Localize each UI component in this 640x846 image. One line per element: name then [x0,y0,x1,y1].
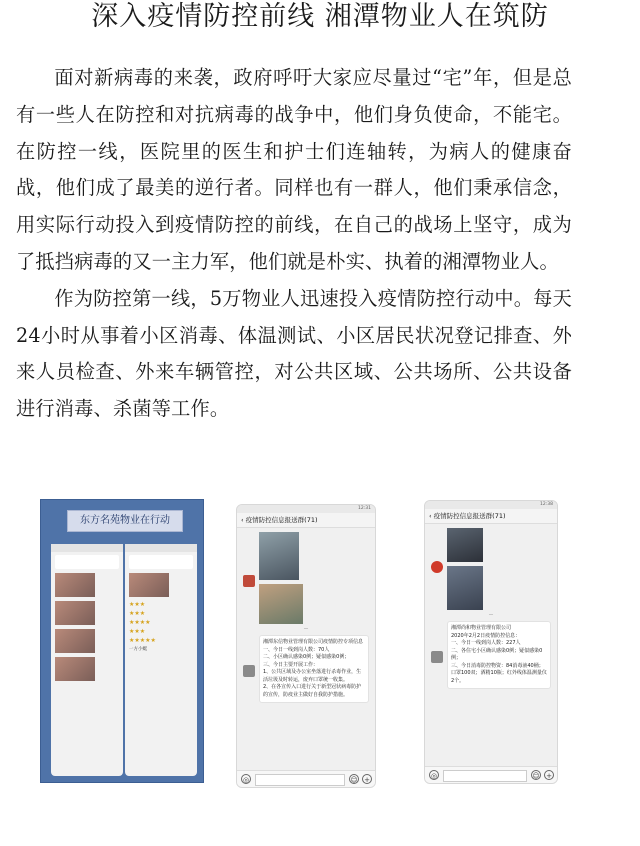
report-message: 湘潭东信物业管理有限公司疫情防控专项信息 一、今日一线到岗人数：70人 二、小区确认感染0例；疑似感染0例； 三、今日主要开展工作： 1、公共区域及办公室坐落进行杀毒作业，生活垃圾及时转运，废弃口罩统一收集。 2、在各宣传入口进行关于新型冠状病毒防护的宣传，防疫业主做好自我防护措施。 [259,635,369,703]
avatar [431,651,443,663]
photo-chat-report-1 [236,504,376,788]
emoji-row: ★★★★★ [129,637,156,644]
chat-caption: 一方小蜓 [129,647,147,652]
chat-photo [447,528,483,562]
chat-input-bar [425,766,557,783]
chat-row [55,555,119,569]
chat-title-text: 疫情防控信息报送群(71) [245,516,318,524]
chat-photo [55,601,95,625]
avatar [243,665,255,677]
article-body [16,60,572,428]
photo-chat-report-2 [424,500,558,784]
phone-screen-right [125,544,197,776]
phone-screen-left [51,544,123,776]
chat-photo [447,566,483,610]
chat-photo [129,573,169,597]
chat-photo [55,573,95,597]
chat-header [51,544,123,552]
emoji-icon[interactable]: ☺ [532,772,540,780]
plus-icon[interactable]: + [544,770,554,780]
emoji-row: ★★★ [129,628,146,635]
chat-photo [259,532,299,580]
avatar [431,561,443,573]
chat-photo [259,584,303,624]
message-input[interactable] [443,770,527,782]
emoji-row: ★★★ [129,601,146,608]
paragraph-1: 面对新病毒的来袭，政府呼吁大家应尽量过“宅”年，但是总有一些人在防控和对抗病毒的战争中，他们身负使命，不能宅。在防控一线，医院里的医生和护士们连轴转，为病人的健康奋战，他们成了最美的逆行者。同样也有一群人，他们秉承信念，用实际行动投入到疫情防控的前线，在自己的战场上坚守，成为了抵挡病毒的又一主力军，他们就是朴实、执着的湘潭物业人。 [16,66,572,273]
chat-photo [55,629,95,653]
message-input[interactable] [255,774,345,786]
chat-input-bar [237,770,375,787]
paragraph-2: 作为防控第一线，5万物业人迅速投入疫情防控行动中。每天24小时从事着小区消毒、体温测试、小区居民状况登记排查、外来人员检查、外来车辆管控，对公共区域、公共场所、公共设备进行消毒、杀菌等工作。 [16,286,572,421]
system-message: — [488,613,494,618]
voice-icon[interactable]: ◎ [242,776,250,784]
chat-title: ‹ 疫情防控信息报送群(71) [237,513,375,528]
banner-title: 东方名苑物业在行动 [67,510,183,532]
plus-icon[interactable]: + [362,774,372,784]
photo-property-in-action [40,499,204,783]
emoji-row: ★★★★ [129,619,151,626]
system-message: — [303,627,309,632]
page-title: 深入疫情防控前线 湘潭物业人在筑防 [91,1,549,32]
avatar [243,575,255,587]
report-message: 湘潭尚和物业管理有限公司 2020年2月2日疫情防控信息： 一、今日一线到岗人数：227人 二、各住宅小区确认感染0例；疑似感染0例； 三、今日消毒防控物资：84消毒液40桶； 口罩100双；酒精10瓶；红外线体温测量仪2个。 [447,621,551,689]
voice-icon[interactable]: ◎ [430,772,438,780]
emoji-row: ★★★ [129,610,146,617]
chat-header [125,544,197,552]
chat-photo [55,657,95,681]
chat-title: ‹ 疫情防控信息报送群(71) [425,509,557,524]
chat-title-text: 疫情防控信息报送群(71) [433,512,506,520]
chat-row [129,555,193,569]
status-bar: 12:31 [237,505,375,513]
status-bar: 12:38 [425,501,557,509]
emoji-icon[interactable]: ☺ [350,776,358,784]
